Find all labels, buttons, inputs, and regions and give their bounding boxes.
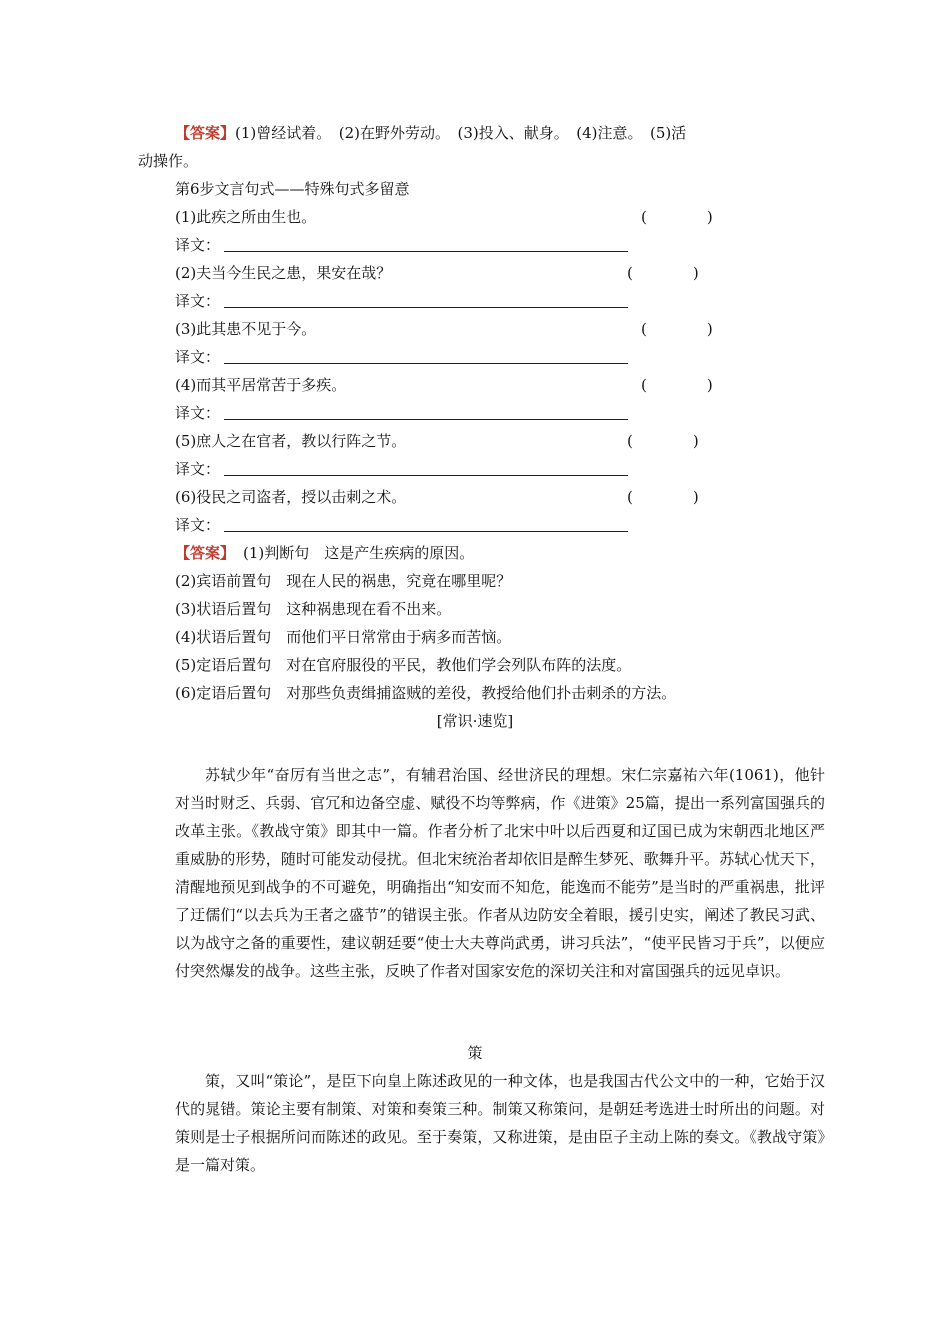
translation-row-6 bbox=[175, 515, 628, 535]
question-1: (1)此疾之所由生也。 bbox=[175, 208, 317, 226]
translation-blank-2[interactable] bbox=[224, 293, 628, 308]
section-heading: [常识·速览] bbox=[436, 712, 514, 730]
translation-label: 译文： bbox=[175, 516, 221, 534]
translation-row-3 bbox=[175, 347, 628, 367]
translation-blank-3[interactable] bbox=[224, 349, 628, 364]
question-6: (6)役民之司盗者，授以击刺之术。 bbox=[175, 488, 407, 506]
vocab-answer-line-1 bbox=[175, 123, 686, 143]
ce-paragraph bbox=[175, 1067, 825, 1179]
answer-tag: 【答案】 bbox=[175, 544, 236, 562]
translation-blank-1[interactable] bbox=[224, 237, 628, 252]
answer-paren-6[interactable]: ( ) bbox=[627, 488, 699, 506]
question-4: (4)而其平居常苦于多疾。 bbox=[175, 376, 347, 394]
question-5: (5)庶人之在官者，教以行阵之节。 bbox=[175, 432, 407, 450]
translation-label: 译文： bbox=[175, 460, 221, 478]
answer-paren-2[interactable]: ( ) bbox=[627, 264, 699, 282]
translation-blank-5[interactable] bbox=[224, 461, 628, 476]
sentence-answer-4: (4)状语后置句 而他们平日常常由于病多而苦恼。 bbox=[175, 628, 512, 646]
translation-label: 译文： bbox=[175, 292, 221, 310]
sentence-answer-2: (2)宾语前置句 现在人民的祸患，究竟在哪里呢？ bbox=[175, 572, 512, 590]
question-3: (3)此其患不见于今。 bbox=[175, 320, 317, 338]
answer-paren-3[interactable]: ( ) bbox=[641, 320, 713, 338]
background-paragraph-text: 苏轼少年“奋厉有当世之志”，有辅君治国、经世济民的理想。宋仁宗嘉祐六年(1061)，他针对当时财乏、兵弱、官冗和边备空虚、赋役不均等弊病，作《进策》25篇，提出一系列富国强兵的改革主张。《教战守策》即其中一篇。作者分析了北宋中叶以后西夏和辽国已成为宋朝西北地区严重威胁的形势，随时可能发动侵扰。但北宋统治者却依旧是醉生梦死、歌舞升平。苏轼心忧天下，清醒地预见到战争的不可避免，明确指出“知安而不知危，能逸而不能劳”是当时的严重祸患，批评了迂儒们“以去兵为王者之盛节”的错误主张。作者从边防安全着眼，援引史实，阐述了教民习武、以为战守之备的重要性，建议朝廷要“使士大夫尊尚武勇，讲习兵法”，“使平民皆习于兵”，以便应付突然爆发的战争。这些主张，反映了作者对国家安危的深切关注和对富国强兵的远见卓识。 bbox=[175, 766, 825, 980]
translation-blank-6[interactable] bbox=[224, 517, 628, 532]
answer-tag: 【答案】 bbox=[175, 124, 236, 142]
translation-label: 译文： bbox=[175, 404, 221, 422]
translation-label: 译文： bbox=[175, 236, 221, 254]
ce-paragraph-text: 策，又叫“策论”，是臣下向皇上陈述政见的一种文体，也是我国古代公文中的一种，它始于汉代的晁错。策论主要有制策、对策和奏策三种。制策又称策问，是朝廷考选进士时所出的问题。对策则是士子根据所问而陈述的政见。至于奏策，又称进策，是由臣子主动上陈的奏文。《教战守策》是一篇对策。 bbox=[175, 1072, 825, 1174]
translation-row-1 bbox=[175, 235, 628, 255]
sentence-answer-text-1: (1)判断句 这是产生疾病的原因。 bbox=[243, 544, 475, 562]
answer-paren-4[interactable]: ( ) bbox=[641, 376, 713, 394]
ce-title: 策 bbox=[467, 1044, 483, 1062]
question-2: (2)夫当今生民之患，果安在哉？ bbox=[175, 264, 392, 282]
translation-label: 译文： bbox=[175, 348, 221, 366]
answer-paren-1[interactable]: ( ) bbox=[641, 208, 713, 226]
sentence-answer-6: (6)定语后置句 对那些负责缉捕盗贼的差役，教授给他们扑击刺杀的方法。 bbox=[175, 684, 677, 702]
translation-blank-4[interactable] bbox=[224, 405, 628, 420]
step6-title: 第6步文言句式——特殊句式多留意 bbox=[175, 180, 410, 198]
vocab-answer-line-2: 动操作。 bbox=[138, 152, 199, 170]
translation-row-2 bbox=[175, 291, 628, 311]
translation-row-5 bbox=[175, 459, 628, 479]
background-paragraph bbox=[175, 761, 825, 985]
sentence-answer-3: (3)状语后置句 这种祸患现在看不出来。 bbox=[175, 600, 452, 618]
translation-row-4 bbox=[175, 403, 628, 423]
vocab-answer-text-1: (1)曾经试着。 (2)在野外劳动。 (3)投入、献身。 (4)注意。 (5)活 bbox=[235, 124, 687, 142]
answer-paren-5[interactable]: ( ) bbox=[627, 432, 699, 450]
sentence-answer-1 bbox=[175, 543, 474, 563]
sentence-answer-5: (5)定语后置句 对在官府服役的平民，教他们学会列队布阵的法度。 bbox=[175, 656, 632, 674]
